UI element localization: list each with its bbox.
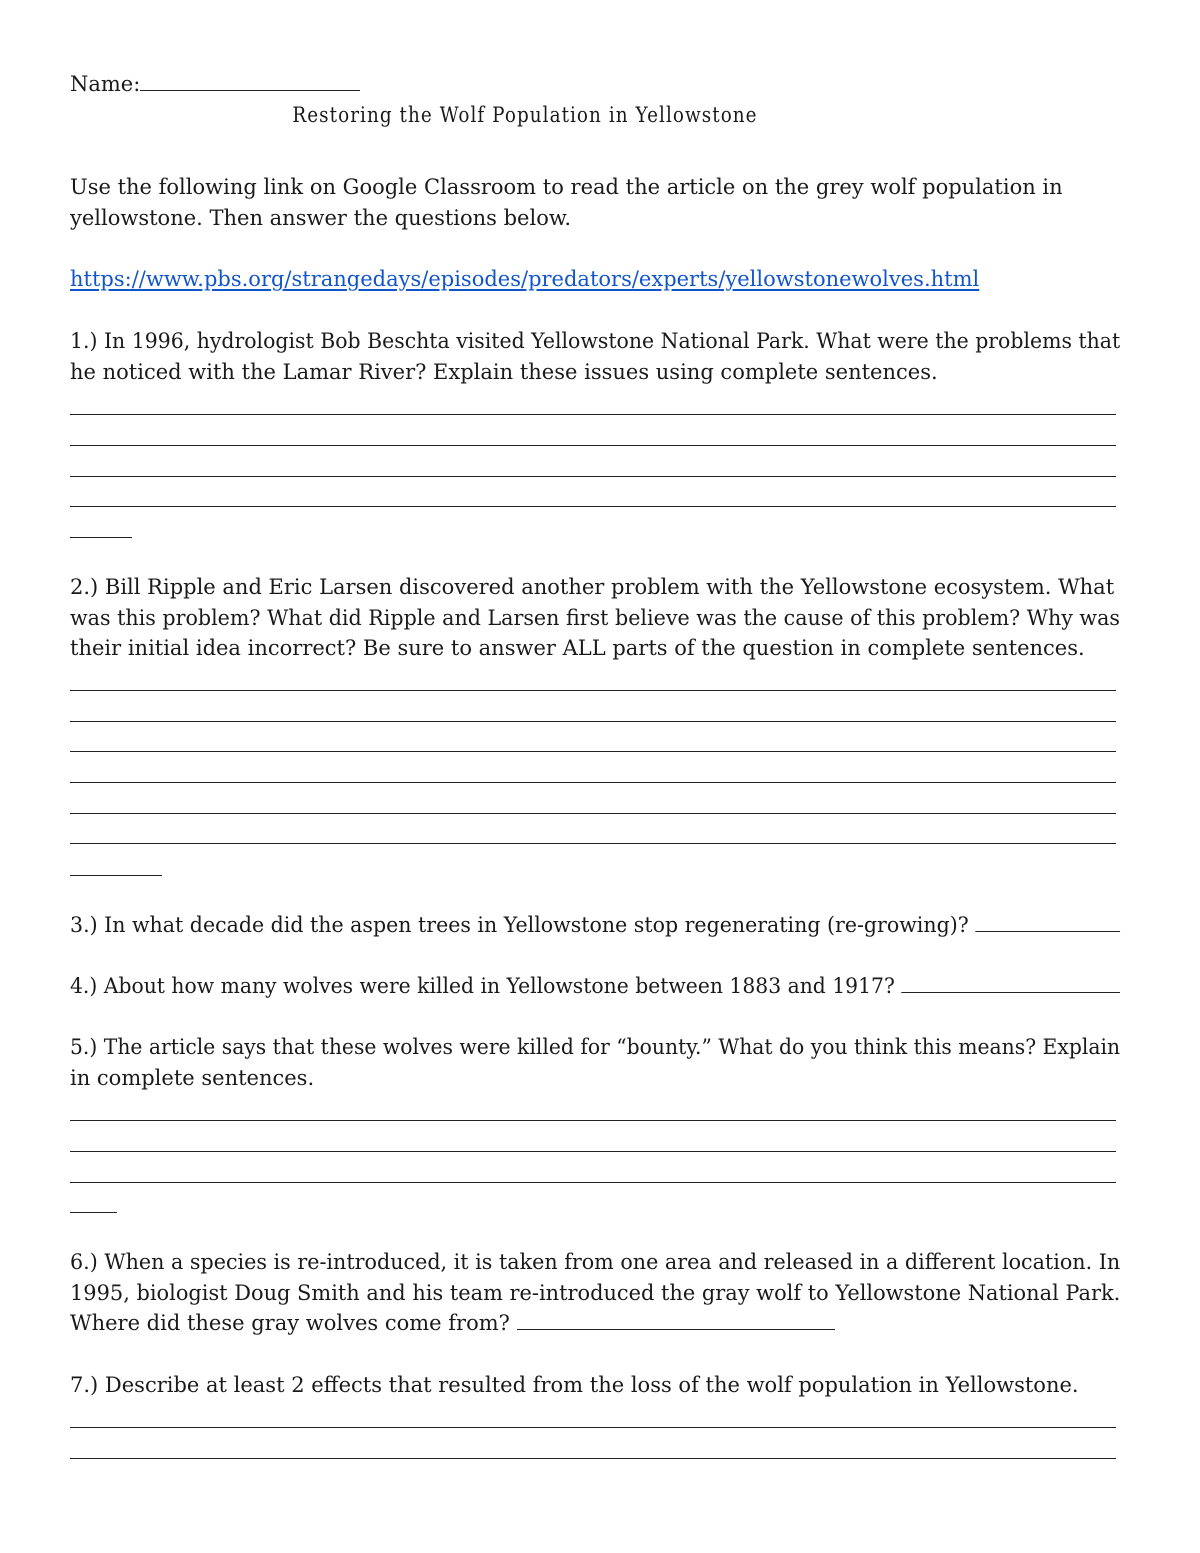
question-6-line-3-row <box>70 1308 835 1339</box>
answer-line[interactable] <box>70 445 1116 446</box>
name-row <box>70 69 360 100</box>
intro-line-1: Use the following link on Google Classroom to read the article on the grey wolf population in <box>70 175 1063 199</box>
answer-line[interactable] <box>70 1182 1116 1183</box>
question-4 <box>70 971 1120 1002</box>
answer-line[interactable] <box>70 690 1116 691</box>
answer-line[interactable] <box>70 721 1116 722</box>
answer-line[interactable] <box>70 782 1116 783</box>
question-6-line-3: Where did these gray wolves come from? <box>70 1311 510 1335</box>
question-6-answer-blank[interactable] <box>517 1311 835 1330</box>
question-4-answer-blank[interactable] <box>901 974 1120 993</box>
intro-line-2: yellowstone. Then answer the questions below. <box>70 206 572 230</box>
answer-line-end[interactable] <box>70 875 162 876</box>
page-title: Restoring the Wolf Population in Yellowstone <box>292 103 758 127</box>
question-3-answer-blank[interactable] <box>975 913 1120 932</box>
question-4-text: 4.) About how many wolves were killed in Yellowstone between 1883 and 1917? <box>70 974 895 998</box>
question-3 <box>70 910 1120 941</box>
question-3-text: 3.) In what decade did the aspen trees in Yellowstone stop regenerating (re-growing)? <box>70 913 969 937</box>
question-2-line-2: was this problem? What did Ripple and Larsen first believe was the cause of this problem? Why was <box>70 606 1120 630</box>
question-5-line-2: in complete sentences. <box>70 1066 315 1090</box>
answer-line[interactable] <box>70 813 1116 814</box>
answer-line[interactable] <box>70 1120 1116 1121</box>
question-2-line-3: their initial idea incorrect? Be sure to answer ALL parts of the question in complete sentences. <box>70 636 1085 660</box>
answer-line[interactable] <box>70 1427 1116 1428</box>
answer-line[interactable] <box>70 1458 1116 1459</box>
question-1-line-1: 1.) In 1996, hydrologist Bob Beschta visited Yellowstone National Park. What were the problems that <box>70 329 1121 353</box>
question-6-line-1: 6.) When a species is re-introduced, it is taken from one area and released in a different location. In <box>70 1250 1121 1274</box>
answer-line[interactable] <box>70 476 1116 477</box>
answer-line[interactable] <box>70 414 1116 415</box>
answer-line[interactable] <box>70 843 1116 844</box>
answer-line[interactable] <box>70 1151 1116 1152</box>
question-7-line-1: 7.) Describe at least 2 effects that resulted from the loss of the wolf population in Yellowstone. <box>70 1373 1079 1397</box>
article-link[interactable]: https://www.pbs.org/strangedays/episodes/predators/experts/yellowstonewolves.html <box>70 267 980 291</box>
answer-line[interactable] <box>70 751 1116 752</box>
question-5-line-1: 5.) The article says that these wolves were killed for “bounty.” What do you think this means? Explain <box>70 1035 1121 1059</box>
answer-line-end[interactable] <box>70 1212 117 1213</box>
question-6-line-2: 1995, biologist Doug Smith and his team re-introduced the gray wolf to Yellowstone National Park. <box>70 1281 1121 1305</box>
question-2-line-1: 2.) Bill Ripple and Eric Larsen discovered another problem with the Yellowstone ecosystem. What <box>70 575 1115 599</box>
name-field[interactable] <box>140 72 360 91</box>
name-label: Name: <box>70 72 141 96</box>
question-1-line-2: he noticed with the Lamar River? Explain these issues using complete sentences. <box>70 360 938 384</box>
answer-line-end[interactable] <box>70 537 132 538</box>
answer-line[interactable] <box>70 506 1116 507</box>
